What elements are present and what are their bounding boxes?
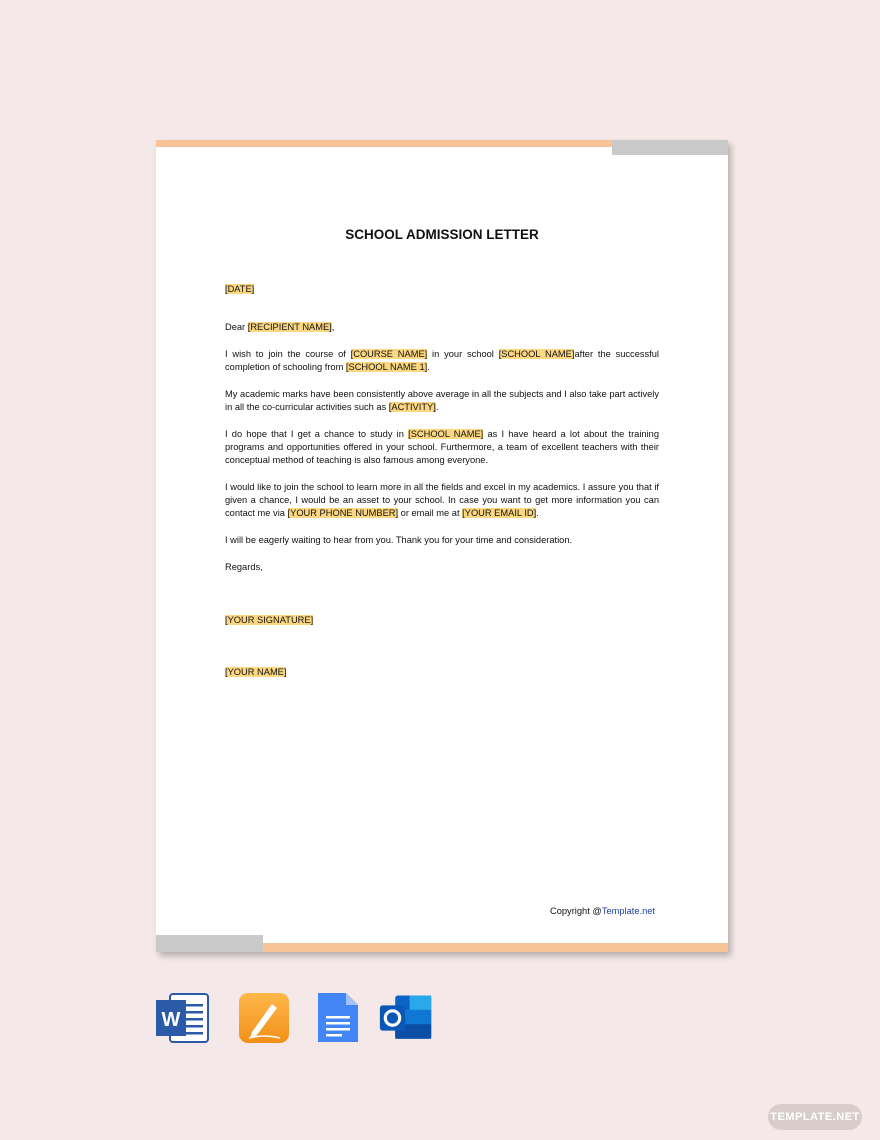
copyright: Copyright @Template.net bbox=[550, 906, 656, 916]
salutation: Dear [RECIPIENT NAME], bbox=[225, 322, 335, 332]
school-placeholder: [SCHOOL NAME] bbox=[498, 349, 575, 359]
paragraph-1: I wish to join the course of [COURSE NAME] in your school [SCHOOL NAME]after the successful completion of schooling from [SCHOOL NAME 1]. bbox=[225, 349, 659, 373]
bottom-gray-bar bbox=[156, 935, 263, 952]
google-docs-icon[interactable] bbox=[312, 992, 366, 1044]
school1-placeholder: [SCHOOL NAME 1] bbox=[345, 362, 428, 373]
date-line bbox=[225, 283, 659, 296]
school-placeholder-2: [SCHOOL NAME] bbox=[408, 429, 484, 439]
svg-text:W: W bbox=[161, 1009, 181, 1031]
phone-placeholder: [YOUR PHONE NUMBER] bbox=[287, 508, 399, 519]
word-icon[interactable] bbox=[156, 992, 210, 1044]
email-placeholder: [YOUR EMAIL ID] bbox=[462, 508, 537, 519]
top-gray-bar bbox=[612, 140, 728, 155]
signature-line bbox=[225, 614, 659, 627]
outlook-icon[interactable] bbox=[379, 992, 433, 1044]
template-net-badge[interactable]: TEMPLATE.NET bbox=[768, 1104, 862, 1130]
name-placeholder: [YOUR NAME] bbox=[225, 667, 287, 677]
paragraph-5: I will be eagerly waiting to hear from you. Thank you for your time and consideration. bbox=[225, 535, 573, 545]
paragraph-2: My academic marks have been consistently above average in all the subjects and I also take part actively in all the co-curricular activities such as [ACTIVITY]. bbox=[225, 389, 659, 413]
paragraph-3: I do hope that I get a chance to study in [SCHOOL NAME] as I have heard a lot about the training programs and opportunities offered in your school. Furthermore, a team of excellent teachers with their conceptual method of teaching is also famous among everyone. bbox=[225, 429, 659, 466]
paragraph-4: I would like to join the school to learn more in all the fields and excel in my academics. I assure you that if given a chance, I would be an asset to your school. In case you want to get more information you can contact me via [YOUR PHONE NUMBER] or email me at [YOUR EMAIL ID]. bbox=[225, 482, 659, 519]
course-placeholder: [COURSE NAME] bbox=[350, 349, 428, 359]
template-link[interactable]: Template.net bbox=[601, 906, 656, 916]
signature-placeholder: [YOUR SIGNATURE] bbox=[225, 615, 314, 625]
date-placeholder: [DATE] bbox=[225, 284, 255, 294]
recipient-placeholder: [RECIPIENT NAME] bbox=[247, 322, 332, 332]
name-line bbox=[225, 666, 659, 679]
bottom-orange-bar bbox=[263, 943, 728, 952]
closing: Regards, bbox=[225, 562, 263, 572]
top-orange-bar bbox=[156, 140, 612, 147]
pages-icon[interactable] bbox=[238, 992, 292, 1044]
activity-placeholder: [ACTIVITY] bbox=[388, 402, 436, 413]
letter-title: SCHOOL ADMISSION LETTER bbox=[345, 227, 539, 242]
letter-page bbox=[156, 140, 728, 952]
